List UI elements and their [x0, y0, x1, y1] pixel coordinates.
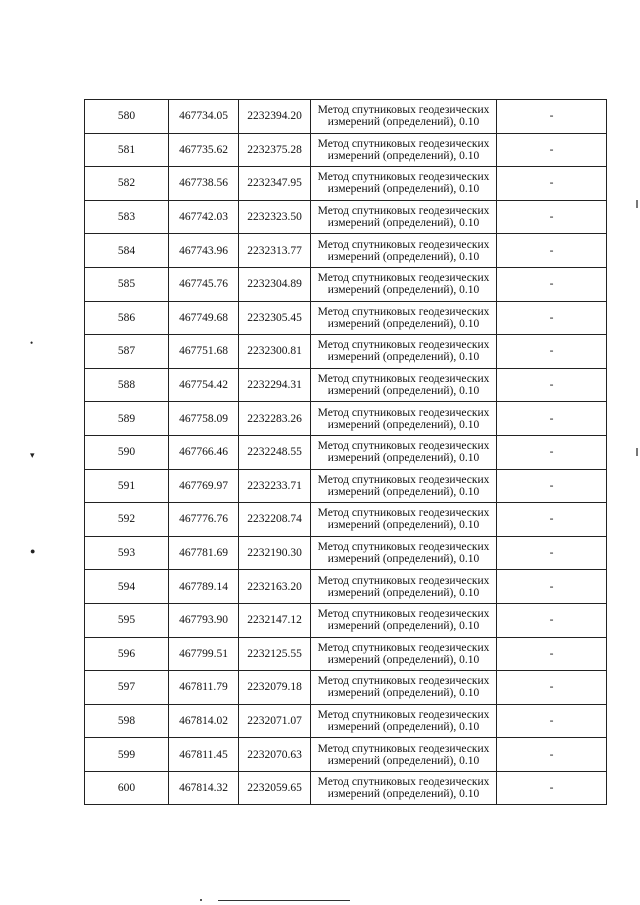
- method-line-2: измерений (определений), 0.10: [327, 351, 480, 364]
- table-row: [85, 234, 607, 268]
- point-number-cell: 587: [85, 335, 169, 369]
- table-row: [85, 267, 607, 301]
- y-coordinate-cell: 2232283.26: [239, 402, 311, 436]
- y-coordinate-cell: 2232059.65: [239, 771, 311, 805]
- y-coordinate-cell: 2232163.20: [239, 570, 311, 604]
- description-cell: -: [497, 503, 607, 537]
- point-number-cell: 593: [85, 536, 169, 570]
- table-row: [85, 100, 607, 134]
- table-row: [85, 469, 607, 503]
- method-cell: [311, 301, 497, 335]
- method-cell: [311, 167, 497, 201]
- method-line-1: Метод спутниковых геодезических: [317, 373, 490, 386]
- description-cell: -: [497, 133, 607, 167]
- x-coordinate-cell: 467793.90: [169, 603, 239, 637]
- method-line-2: измерений (определений), 0.10: [327, 788, 480, 801]
- description-cell: -: [497, 200, 607, 234]
- y-coordinate-cell: 2232070.63: [239, 738, 311, 772]
- method-cell: [311, 335, 497, 369]
- point-number-cell: 582: [85, 167, 169, 201]
- method-cell: [311, 402, 497, 436]
- table-row: [85, 671, 607, 705]
- x-coordinate-cell: 467811.79: [169, 671, 239, 705]
- method-cell: [311, 368, 497, 402]
- x-coordinate-cell: 467811.45: [169, 738, 239, 772]
- method-cell: [311, 671, 497, 705]
- method-line-2: измерений (определений), 0.10: [327, 620, 480, 633]
- point-number-cell: 583: [85, 200, 169, 234]
- description-cell: -: [497, 100, 607, 134]
- method-cell: [311, 100, 497, 134]
- y-coordinate-cell: 2232347.95: [239, 167, 311, 201]
- scan-mark-dot: ●: [30, 546, 36, 556]
- x-coordinate-cell: 467738.56: [169, 167, 239, 201]
- method-line-2: измерений (определений), 0.10: [327, 284, 480, 297]
- table-row: [85, 536, 607, 570]
- point-number-cell: 584: [85, 234, 169, 268]
- description-cell: -: [497, 771, 607, 805]
- table-row: [85, 738, 607, 772]
- table-row: [85, 301, 607, 335]
- description-cell: -: [497, 637, 607, 671]
- y-coordinate-cell: 2232313.77: [239, 234, 311, 268]
- method-line-2: измерений (определений), 0.10: [327, 385, 480, 398]
- method-line-1: Метод спутниковых геодезических: [317, 742, 490, 755]
- scan-mark-dot: •: [30, 338, 34, 348]
- scan-mark-dot: ▾: [30, 450, 35, 460]
- table-row: [85, 603, 607, 637]
- point-number-cell: 585: [85, 267, 169, 301]
- method-cell: [311, 503, 497, 537]
- description-cell: -: [497, 267, 607, 301]
- description-cell: -: [497, 234, 607, 268]
- y-coordinate-cell: 2232300.81: [239, 335, 311, 369]
- y-coordinate-cell: 2232208.74: [239, 503, 311, 537]
- method-cell: [311, 133, 497, 167]
- x-coordinate-cell: 467735.62: [169, 133, 239, 167]
- method-cell: [311, 771, 497, 805]
- description-cell: -: [497, 738, 607, 772]
- table-row: [85, 771, 607, 805]
- coordinates-table: [84, 99, 607, 805]
- method-line-1: Метод спутниковых геодезических: [317, 574, 490, 587]
- table-row: [85, 368, 607, 402]
- description-cell: -: [497, 671, 607, 705]
- x-coordinate-cell: 467743.96: [169, 234, 239, 268]
- x-coordinate-cell: 467749.68: [169, 301, 239, 335]
- table-row: [85, 335, 607, 369]
- table-row: [85, 133, 607, 167]
- method-line-1: Метод спутниковых геодезических: [317, 440, 490, 453]
- method-line-1: Метод спутниковых геодезических: [317, 708, 490, 721]
- x-coordinate-cell: 467754.42: [169, 368, 239, 402]
- x-coordinate-cell: 467751.68: [169, 335, 239, 369]
- method-line-1: Метод спутниковых геодезических: [317, 104, 490, 117]
- y-coordinate-cell: 2232147.12: [239, 603, 311, 637]
- method-cell: [311, 267, 497, 301]
- method-cell: [311, 704, 497, 738]
- x-coordinate-cell: 467742.03: [169, 200, 239, 234]
- table-row: [85, 435, 607, 469]
- method-line-1: Метод спутниковых геодезических: [317, 608, 490, 621]
- table-row: [85, 200, 607, 234]
- method-cell: [311, 637, 497, 671]
- point-number-cell: 586: [85, 301, 169, 335]
- method-line-2: измерений (определений), 0.10: [327, 452, 480, 465]
- method-line-1: Метод спутниковых геодезических: [317, 205, 490, 218]
- description-cell: -: [497, 402, 607, 436]
- method-line-1: Метод спутниковых геодезических: [317, 272, 490, 285]
- footer-dot: [200, 899, 202, 901]
- table-row: [85, 167, 607, 201]
- method-line-2: измерений (определений), 0.10: [327, 553, 480, 566]
- x-coordinate-cell: 467781.69: [169, 536, 239, 570]
- x-coordinate-cell: 467766.46: [169, 435, 239, 469]
- method-line-1: Метод спутниковых геодезических: [317, 137, 490, 150]
- point-number-cell: 580: [85, 100, 169, 134]
- method-line-2: измерений (определений), 0.10: [327, 116, 480, 129]
- x-coordinate-cell: 467734.05: [169, 100, 239, 134]
- x-coordinate-cell: 467799.51: [169, 637, 239, 671]
- description-cell: -: [497, 435, 607, 469]
- method-line-1: Метод спутниковых геодезических: [317, 675, 490, 688]
- description-cell: -: [497, 167, 607, 201]
- y-coordinate-cell: 2232233.71: [239, 469, 311, 503]
- method-cell: [311, 536, 497, 570]
- method-cell: [311, 234, 497, 268]
- description-cell: -: [497, 570, 607, 604]
- y-coordinate-cell: 2232304.89: [239, 267, 311, 301]
- footer-line: [218, 900, 350, 901]
- y-coordinate-cell: 2232248.55: [239, 435, 311, 469]
- point-number-cell: 594: [85, 570, 169, 604]
- method-line-2: измерений (определений), 0.10: [327, 519, 480, 532]
- x-coordinate-cell: 467769.97: [169, 469, 239, 503]
- point-number-cell: 590: [85, 435, 169, 469]
- y-coordinate-cell: 2232305.45: [239, 301, 311, 335]
- x-coordinate-cell: 467789.14: [169, 570, 239, 604]
- x-coordinate-cell: 467814.32: [169, 771, 239, 805]
- table-row: [85, 570, 607, 604]
- point-number-cell: 595: [85, 603, 169, 637]
- description-cell: -: [497, 704, 607, 738]
- method-cell: [311, 469, 497, 503]
- description-cell: -: [497, 301, 607, 335]
- y-coordinate-cell: 2232323.50: [239, 200, 311, 234]
- y-coordinate-cell: 2232071.07: [239, 704, 311, 738]
- method-line-2: измерений (определений), 0.10: [327, 149, 480, 162]
- point-number-cell: 597: [85, 671, 169, 705]
- method-line-2: измерений (определений), 0.10: [327, 687, 480, 700]
- point-number-cell: 600: [85, 771, 169, 805]
- method-line-2: измерений (определений), 0.10: [327, 183, 480, 196]
- method-cell: [311, 738, 497, 772]
- method-line-1: Метод спутниковых геодезических: [317, 406, 490, 419]
- method-cell: [311, 603, 497, 637]
- method-line-2: измерений (определений), 0.10: [327, 653, 480, 666]
- x-coordinate-cell: 467814.02: [169, 704, 239, 738]
- table-row: [85, 402, 607, 436]
- y-coordinate-cell: 2232079.18: [239, 671, 311, 705]
- point-number-cell: 588: [85, 368, 169, 402]
- description-cell: -: [497, 335, 607, 369]
- point-number-cell: 596: [85, 637, 169, 671]
- method-line-2: измерений (определений), 0.10: [327, 720, 480, 733]
- method-line-1: Метод спутниковых геодезических: [317, 171, 490, 184]
- method-line-1: Метод спутниковых геодезических: [317, 641, 490, 654]
- x-coordinate-cell: 467745.76: [169, 267, 239, 301]
- method-line-2: измерений (определений), 0.10: [327, 586, 480, 599]
- method-line-2: измерений (определений), 0.10: [327, 754, 480, 767]
- x-coordinate-cell: 467758.09: [169, 402, 239, 436]
- point-number-cell: 591: [85, 469, 169, 503]
- method-cell: [311, 435, 497, 469]
- method-line-2: измерений (определений), 0.10: [327, 250, 480, 263]
- description-cell: -: [497, 368, 607, 402]
- method-line-2: измерений (определений), 0.10: [327, 217, 480, 230]
- method-line-2: измерений (определений), 0.10: [327, 485, 480, 498]
- point-number-cell: 598: [85, 704, 169, 738]
- y-coordinate-cell: 2232294.31: [239, 368, 311, 402]
- description-cell: -: [497, 603, 607, 637]
- method-line-2: измерений (определений), 0.10: [327, 418, 480, 431]
- method-line-2: измерений (определений), 0.10: [327, 317, 480, 330]
- scan-edge-mark: [636, 200, 638, 208]
- method-line-1: Метод спутниковых геодезических: [317, 473, 490, 486]
- table-body: [85, 100, 607, 805]
- method-line-1: Метод спутниковых геодезических: [317, 305, 490, 318]
- table-row: [85, 503, 607, 537]
- scan-edge-mark: [636, 448, 638, 456]
- y-coordinate-cell: 2232375.28: [239, 133, 311, 167]
- method-line-1: Метод спутниковых геодезических: [317, 238, 490, 251]
- y-coordinate-cell: 2232125.55: [239, 637, 311, 671]
- description-cell: -: [497, 536, 607, 570]
- method-line-1: Метод спутниковых геодезических: [317, 507, 490, 520]
- point-number-cell: 599: [85, 738, 169, 772]
- point-number-cell: 581: [85, 133, 169, 167]
- method-cell: [311, 200, 497, 234]
- y-coordinate-cell: 2232190.30: [239, 536, 311, 570]
- method-line-1: Метод спутниковых геодезических: [317, 339, 490, 352]
- method-line-1: Метод спутниковых геодезических: [317, 776, 490, 789]
- method-cell: [311, 570, 497, 604]
- y-coordinate-cell: 2232394.20: [239, 100, 311, 134]
- method-line-1: Метод спутниковых геодезических: [317, 541, 490, 554]
- table-row: [85, 637, 607, 671]
- point-number-cell: 592: [85, 503, 169, 537]
- point-number-cell: 589: [85, 402, 169, 436]
- description-cell: -: [497, 469, 607, 503]
- table-row: [85, 704, 607, 738]
- x-coordinate-cell: 467776.76: [169, 503, 239, 537]
